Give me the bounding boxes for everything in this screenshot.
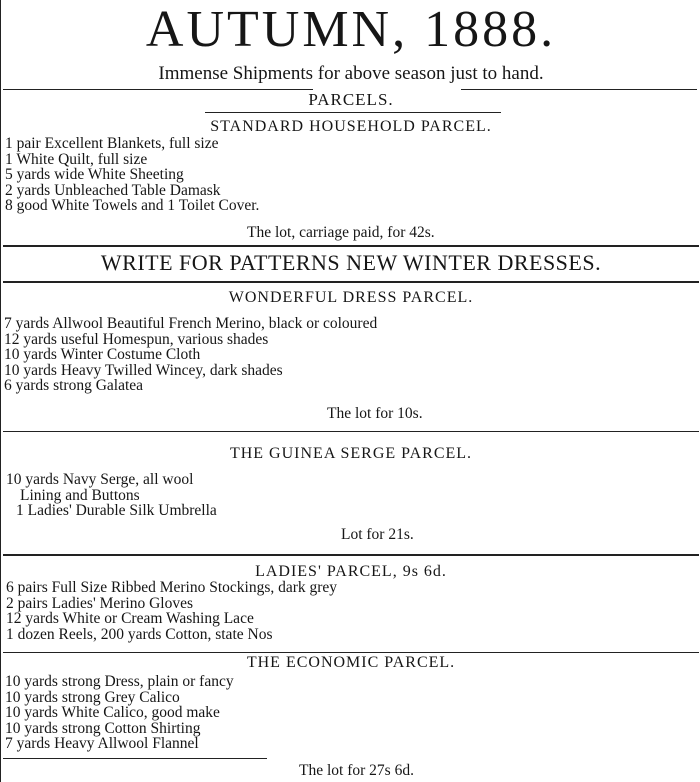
section-title-wonderful: WONDERFUL DRESS PARCEL. xyxy=(228,289,474,306)
lot-price-standard: The lot, carriage paid, for 42s. xyxy=(247,224,435,241)
list-item: 7 yards Allwool Beautiful French Merino, black or coloured xyxy=(4,315,378,332)
list-item: 1 Ladies' Durable Silk Umbrella xyxy=(16,502,217,520)
list-item: 7 yards Heavy Allwool Flannel xyxy=(5,735,199,753)
page-title: AUTUMN, 1888. xyxy=(145,1,557,58)
parcels-heading: PARCELS. xyxy=(308,90,394,109)
list-item: 10 yards Winter Costume Cloth xyxy=(4,346,201,364)
list-item: 10 yards White Calico, good make xyxy=(5,704,220,722)
divider xyxy=(3,245,699,247)
divider xyxy=(3,554,699,556)
divider xyxy=(205,112,501,113)
section-items-standard xyxy=(5,136,259,214)
section-title-economic: THE ECONOMIC PARCEL. xyxy=(246,654,456,671)
list-item: 10 yards strong Grey Calico xyxy=(5,688,180,706)
section-title-guinea: THE GUINEA SERGE PARCEL. xyxy=(229,445,473,462)
list-item: 6 yards strong Galatea xyxy=(4,377,144,395)
divider xyxy=(3,281,699,283)
list-item: 12 yards White or Cream Washing Lace xyxy=(6,610,254,628)
patterns-banner: WRITE FOR PATTERNS NEW WINTER DRESSES. xyxy=(100,250,602,275)
list-item: 1 pair Excellent Blankets, full size xyxy=(5,135,219,152)
list-item: 1 dozen Reels, 200 yards Cotton, state Nos xyxy=(6,625,273,643)
list-item: 2 yards Unbleached Table Damask xyxy=(5,181,221,199)
section-items-wonderful xyxy=(4,316,377,394)
divider xyxy=(3,758,267,759)
section-title-standard: STANDARD HOUSEHOLD PARCEL. xyxy=(210,118,492,135)
section-items-ladies xyxy=(6,580,337,642)
list-item: 5 yards wide White Sheeting xyxy=(5,166,184,184)
list-item: 10 yards strong Dress, plain or fancy xyxy=(5,673,234,690)
list-item: 2 pairs Ladies' Merino Gloves xyxy=(6,594,194,612)
divider xyxy=(3,652,699,653)
lot-price-economic: The lot for 27s 6d. xyxy=(299,762,414,779)
list-item: 6 pairs Full Size Ribbed Merino Stockings, dark grey xyxy=(6,579,338,596)
divider xyxy=(3,431,699,432)
list-item: 12 yards useful Homespun, various shades xyxy=(4,330,269,348)
list-item: 8 good White Towels and 1 Toilet Cover. xyxy=(5,197,260,215)
list-item: 10 yards strong Cotton Shirting xyxy=(5,719,201,737)
page-subtitle: Immense Shipments for above season just to hand. xyxy=(158,63,544,84)
divider xyxy=(3,89,313,90)
list-item: Lining and Buttons xyxy=(20,486,140,504)
section-items-economic xyxy=(5,674,234,752)
list-item: 10 yards Heavy Twilled Wincey, dark shades xyxy=(4,361,283,379)
divider xyxy=(461,89,697,90)
lot-price-wonderful: The lot for 10s. xyxy=(327,405,423,422)
list-item: 10 yards Navy Serge, all wool xyxy=(6,471,194,488)
section-title-ladies: LADIES' PARCEL, 9s 6d. xyxy=(255,563,447,580)
lot-price-guinea: Lot for 21s. xyxy=(341,526,414,543)
section-items-guinea xyxy=(6,472,217,519)
list-item: 1 White Quilt, full size xyxy=(5,150,148,168)
